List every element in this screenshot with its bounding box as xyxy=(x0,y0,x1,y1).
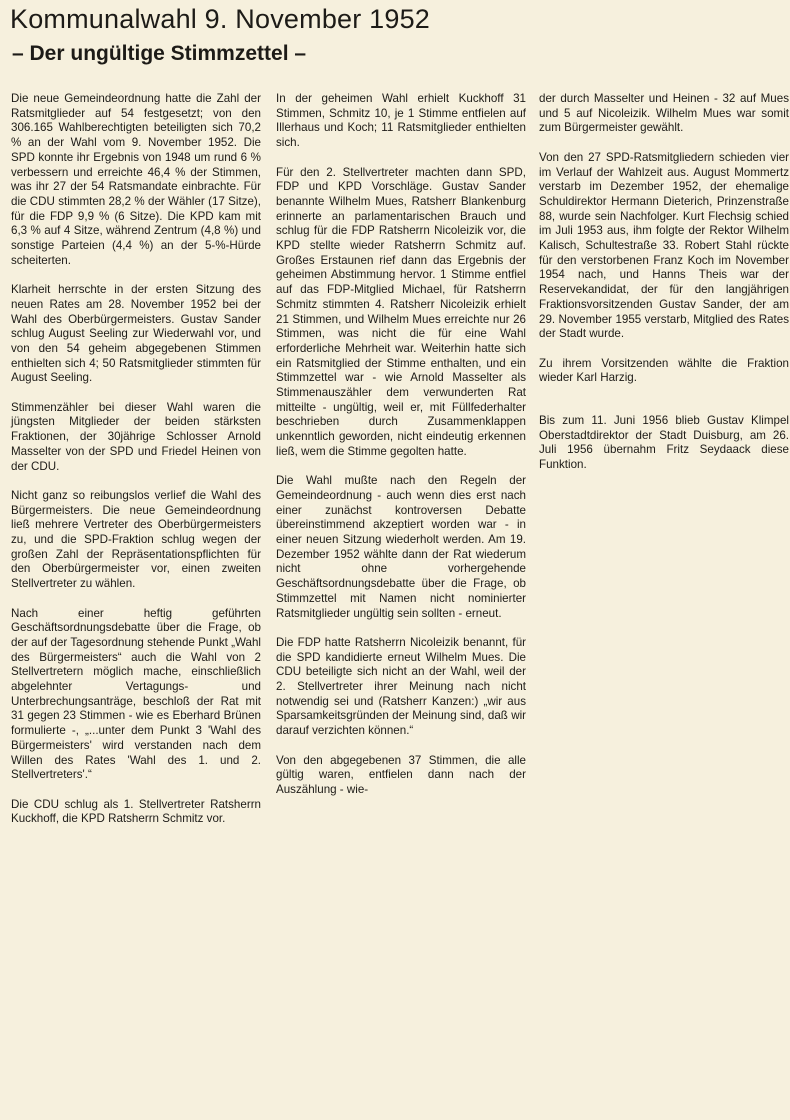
paragraph: Die CDU schlug als 1. Stellvertreter Ratsherrn Kuckhoff, die KPD Ratsherrn Schmitz vor. xyxy=(11,797,261,826)
page-title: Kommunalwahl 9. November 1952 xyxy=(10,4,431,34)
paragraph: Klarheit herrschte in der ersten Sitzung des neuen Rates am 28. November 1952 bei der Wahl des Oberbürgermeisters. Gustav Sander schlug August Seeling zur Wiederwahl vor, und von den 54 geheim abgegebenen Stimmen enthielten sich 4; 50 Ratsmitglieder stimmten für August Seeling. xyxy=(11,283,261,385)
text-column-1 xyxy=(11,92,261,842)
paragraph: Die Wahl mußte nach den Regeln der Gemeindeordnung - auch wenn dies erst nach einer zunächst kontroversen Debatte übereinstimmend akzeptiert worden war - in einer neuen Sitzung wiederholt werden. Am 19. Dezember 1952 wählte dann der Rat wiederum nicht ohne vorhergehende Geschäftsordnungsdebatte über die Frage, ob Stimmzettel mit Namen nicht nominierter Ratsmitglieder ungültig sein sollten - erneut. xyxy=(276,474,526,620)
paragraph: Die neue Gemeindeordnung hatte die Zahl der Ratsmitglieder auf 54 festgesetzt; von den 306.165 Wahlberechtigten beteiligten sich 70,2 % an der Wahl vom 9. November 1952. Die SPD konnte ihr Ergebnis von 1948 um rund 6 % verbessern und erreichte 46,4 % der Stimmen, was ihr 27 der 54 Ratsmandate einbrachte. Für die CDU stimmten 28,2 % der Wähler (17 Sitze), für die FDP 9,9 % (6 Sitze). Die KPD kam mit 6,3 % auf 4 Sitze, während Zentrum (4,8 %) und sonstige Parteien (4,4 %) an der 5-%-Hürde scheiterten. xyxy=(11,92,261,267)
paragraph: Zu ihrem Vorsitzenden wählte die Fraktion wieder Karl Harzig. xyxy=(539,356,789,385)
page-subtitle: – Der ungültige Stimmzettel – xyxy=(12,42,307,65)
paragraph: Von den abgegebenen 37 Stimmen, die alle gültig waren, entfielen dann nach der Auszählung - wie- xyxy=(276,753,526,796)
paragraph: der durch Masselter und Heinen - 32 auf Mues und 5 auf Nicoleizik. Wilhelm Mues war somit zum Bürgermeister gewählt. xyxy=(539,92,789,135)
text-column-2 xyxy=(276,92,526,812)
paragraph: Bis zum 11. Juni 1956 blieb Gustav Klimpel Oberstadtdirektor der Stadt Duisburg, am 26. Juli 1956 übernahm Fritz Seydaack diese Funktion. xyxy=(539,414,789,472)
paragraph: Die FDP hatte Ratsherrn Nicoleizik benannt, für die SPD kandidierte erneut Wilhelm Mues. Die CDU beteiligte sich nicht an der Wahl, weil der 2. Stellvertreter ihrer Meinung nach nicht notwendig sei und (Ratsherr Kanzen:) „wir aus Sparsamkeitsgründen der Meinung sind, daß wir darauf verzichten können.“ xyxy=(276,635,526,738)
paragraph: Für den 2. Stellvertreter machten dann SPD, FDP und KPD Vorschläge. Gustav Sander benannte Wilhelm Mues, Ratsherr Blankenburg erinnerte an parlamentarischen Brauch und schlug für die FDP Ratsherrn Nicoleizik vor, die KPD stellte wieder Ratsherrn Schmitz auf. Großes Erstaunen rief dann das Ergebnis der geheimen Abstimmung hervor. 1 Stimme entfiel auf das FDP-Mitglied Michael, für Ratsherrn Schmitz stimmten 4. Ratsherr Nicoleizik erhielt 21 Stimmen, und Wilhelm Mues erreichte nur 26 Stimmen, was nicht die für eine Wahl erforderliche Mehrheit war. Weiterhin hatte sich ein Ratsmitglied der Stimme enthalten, und ein Stimmzettel war - wie Arnold Masselter als Stimmenauszähler dem verwunderten Rat mitteilte - ungültig, weil er, mit Füllfederhalter beschrieben durch Zusammenklappen unkenntlich geworden, nicht eindeutig erkennen ließ, wem die Stimme gegolten hatte. xyxy=(276,165,526,458)
paragraph: Stimmenzähler bei dieser Wahl waren die jüngsten Mitglieder der beiden stärksten Fraktionen, der 30jährige Schlosser Arnold Masselter von der SPD und Friedel Heinen von der CDU. xyxy=(11,400,261,473)
paragraph: Nicht ganz so reibungslos verlief die Wahl des Bürgermeisters. Die neue Gemeindeordnung ließ mehrere Vertreter des Oberbürgermeisters zu, und die SPD-Fraktion schlug wegen der großen Zahl der Repräsentationspflichten für den Oberbürgermeister vor, einen zweiten Stellvertreter zu wählen. xyxy=(11,488,261,591)
paragraph: Nach einer heftig geführten Geschäftsordnungsdebatte über die Frage, ob der auf der Tagesordnung stehende Punkt „Wahl des Bürgermeisters“ auch die Wahl von 2 Stellvertretern möglich mache, einschließlich abgelehnter Vertagungs- und Unterbrechungsanträge, beschloß der Rat mit 31 gegen 23 Stimmen - wie es Eberhard Brünen formulierte -, „...unter dem Punkt 3 'Wahl des Bürgermeisters' wird verstanden nach dem Willen des Rates 'Wahl des 1. und 2. Stellvertreters'.“ xyxy=(11,606,261,782)
paragraph: In der geheimen Wahl erhielt Kuckhoff 31 Stimmen, Schmitz 10, je 1 Stimme entfielen auf Illerhaus und Koch; 11 Ratsmitglieder enthielten sich. xyxy=(276,92,526,150)
text-column-3 xyxy=(539,92,789,488)
paragraph: Von den 27 SPD-Ratsmitgliedern schieden vier im Verlauf der Wahlzeit aus. August Mommertz verstarb im Dezember 1952, der ehemalige Schuldirektor Hermann Dieterich, Prinzenstraße 88, wurde sein Nachfolger. Kurt Flechsig schied im Juli 1953 aus, ihm folgte der Rektor Wilhelm Kalisch, Schultestraße 33. Robert Stahl rückte für den verstorbenen Franz Koch im November 1954 nach, und Hanns Theis war der Reservekandidat, der für den langjährigen Fraktionsvorsitzenden Gustav Sander, der am 29. November 1955 verstarb, Mitglied des Rates der Stadt wurde. xyxy=(539,150,789,341)
